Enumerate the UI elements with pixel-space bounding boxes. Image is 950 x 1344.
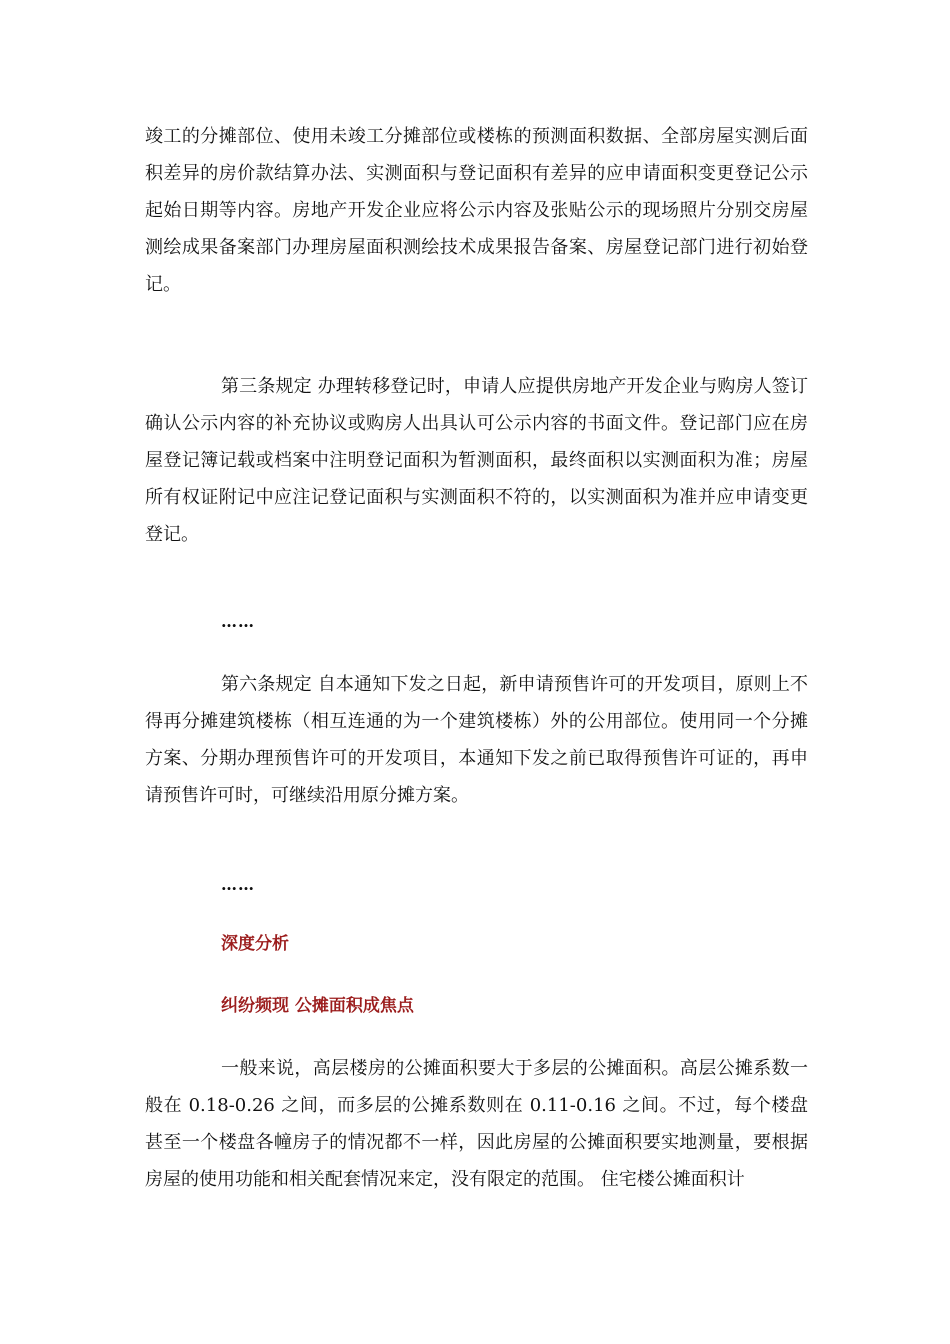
paragraph-article-6: 第六条规定 自本通知下发之日起，新申请预售许可的开发项目，原则上不得再分摊建筑楼栋（相互连通的为一个建筑楼栋）外的公用部位。使用同一个分摊方案、分期办理预售许可的开发项目，本通知下发之前已取得预售许可证的，再申请预售许可时，可继续沿用原分摊方案。	[145, 674, 808, 806]
ellipsis-2: ……	[221, 875, 255, 894]
paragraph-analysis: 一般来说，高层楼房的公摊面积要大于多层的公摊面积。高层公摊系数一般在 0.18-0.26 之间，而多层的公摊系数则在 0.11-0.16 之间。不过，每个楼盘甚至一个楼盘各幢房子的情况都不一样，因此房屋的公摊面积要实地测量，要根据房屋的使用功能和相关配套情况来定，没有限定的范围。 住宅楼公摊面积计	[145, 1058, 808, 1190]
paragraph-article-3: 第三条规定 办理转移登记时，申请人应提供房地产开发企业与购房人签订确认公示内容的补充协议或购房人出具认可公示内容的书面文件。登记部门应在房屋登记簿记载或档案中注明登记面积为暂测面积，最终面积以实测面积为准；房屋所有权证附记中应注记登记面积与实测面积不符的，以实测面积为准并应申请变更登记。	[145, 376, 808, 545]
ellipsis-1: ……	[221, 612, 255, 631]
paragraph-1: 竣工的分摊部位、使用未竣工分摊部位或楼栋的预测面积数据、全部房屋实测后面积差异的房价款结算办法、实测面积与登记面积有差异的应申请面积变更登记公示起始日期等内容。房地产开发企业应将公示内容及张贴公示的现场照片分别交房屋测绘成果备案部门办理房屋面积测绘技术成果报告备案、房屋登记部门进行初始登记。	[145, 126, 808, 295]
section-heading-disputes: 纠纷频现 公摊面积成焦点	[221, 996, 414, 1016]
section-heading-analysis: 深度分析	[221, 934, 289, 954]
